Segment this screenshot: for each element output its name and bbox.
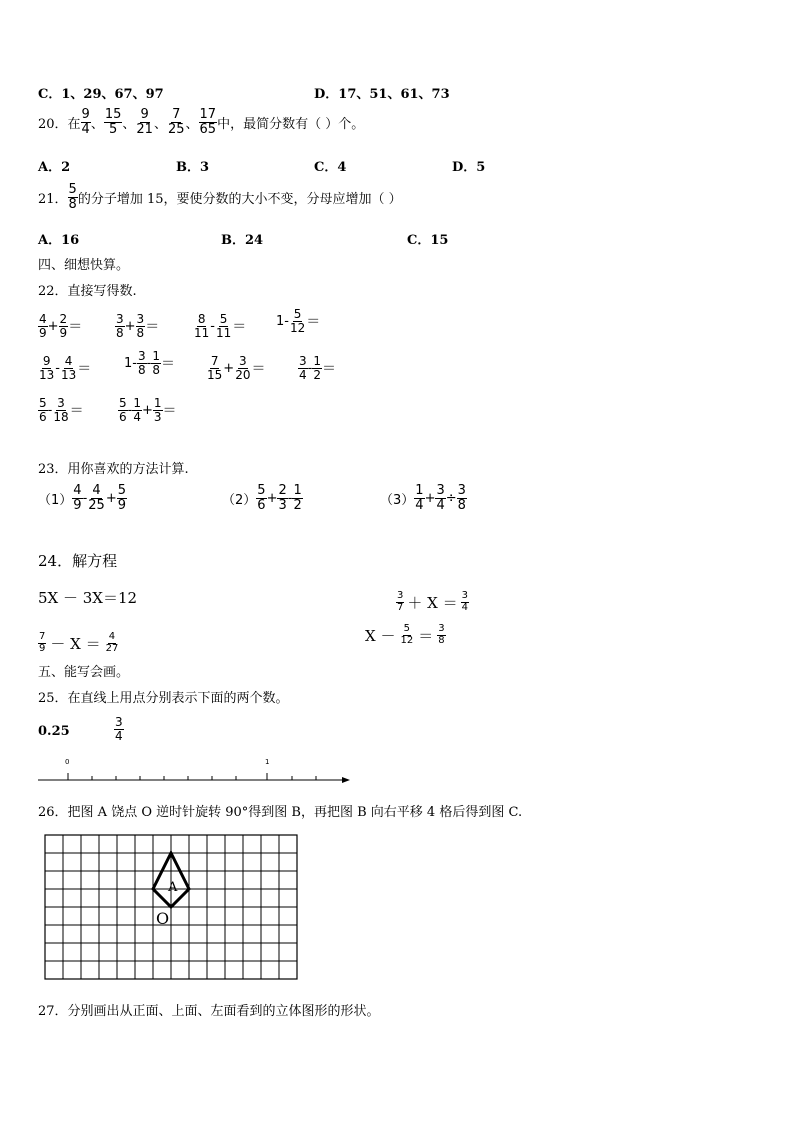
q20-option-a: A．2 <box>38 160 71 175</box>
fraction: $\frac{9}{4}$ <box>81 107 90 137</box>
q21-option-c: C．15 <box>407 233 449 248</box>
section-5-heading: 五、能写会画。 <box>38 665 130 680</box>
q26-title: 26．把图 A 饶点 O 逆时针旋转 90°得到图 B，再把图 B 向右平移 4 格后得到图 C. <box>38 805 523 820</box>
point-o-label: O <box>156 909 170 928</box>
q25-number-1: 0.25 <box>38 724 70 739</box>
q22-item: $\frac{9}{13}$ - $\frac{4}{13}$ ＝ <box>39 354 92 382</box>
q24-equation-3: $\frac{7}{9}$ － X ＝ $\frac{4}{27}$ <box>39 631 119 654</box>
q20-prefix: 20．在 <box>38 116 81 132</box>
q23-item-2: （2） $\frac{5}{6}$ + $\frac{2}{3}$ - $\frac{1}{2}$ <box>222 483 302 513</box>
q24-equation-2: $\frac{3}{7}$ ＋ X ＝ $\frac{3}{4}$ <box>397 590 468 613</box>
q24-equation-4: X － $\frac{5}{12}$ ＝ $\frac{3}{8}$ <box>365 623 445 646</box>
q20-option-d: D．5 <box>452 160 486 175</box>
q22-item: $\frac{3}{4}$ - $\frac{1}{2}$ ＝ <box>299 354 336 382</box>
q25-title: 25．在直线上用点分别表示下面的两个数。 <box>38 691 289 706</box>
fraction: $\frac{15}{5}$ <box>104 107 122 137</box>
q22-item: 1 - $\frac{5}{12}$ ＝ <box>276 307 321 335</box>
fraction: $\frac{7}{25}$ <box>167 107 185 137</box>
shape-a-label: A <box>168 880 178 895</box>
fraction: $\frac{17}{65}$ <box>199 107 217 137</box>
fraction: $\frac{9}{21}$ <box>136 107 153 137</box>
q23-item-3: （3） $\frac{1}{4}$ + $\frac{3}{4}$ ÷ $\frac{3}{8}$ <box>380 483 466 513</box>
q24-title: 24．解方程 <box>38 552 118 570</box>
q20-option-c: C．4 <box>314 160 347 175</box>
q22-item: $\frac{8}{11}$ - $\frac{5}{11}$ ＝ <box>194 312 247 340</box>
tick-label-0: 0 <box>65 758 70 766</box>
q19-option-c: C．1、29、67、97 <box>38 87 164 102</box>
q22-item: $\frac{3}{8}$ + $\frac{3}{8}$ ＝ <box>116 312 160 340</box>
tick-label-1: 1 <box>265 758 270 766</box>
q22-item: $\frac{5}{6}$ - $\frac{3}{18}$ ＝ <box>39 396 84 424</box>
number-line <box>36 756 352 786</box>
q20-option-b: B．3 <box>176 160 210 175</box>
q21-option-a: A．16 <box>38 233 80 248</box>
fraction: $\frac{5}{8}$ <box>68 182 77 212</box>
q22-item: 1 - $\frac{3}{8}$ - $\frac{1}{8}$ ＝ <box>124 349 175 377</box>
q22-item: $\frac{7}{15}$ + $\frac{3}{20}$ ＝ <box>207 354 266 382</box>
q19-option-d: D．17、51、61、73 <box>314 87 450 102</box>
q27-title: 27．分别画出从正面、上面、左面看到的立体图形的形状。 <box>38 1004 380 1019</box>
q22-item: $\frac{5}{6}$ - $\frac{1}{4}$ + $\frac{1}{3}$ ＝ <box>119 396 177 424</box>
q22-title: 22．直接写得数. <box>38 284 137 299</box>
q21-question: 21． $\frac{5}{8}$ 的分子增加 15，要使分数的大小不变，分母应增加（ ） <box>38 182 402 212</box>
section-4-heading: 四、细想快算。 <box>38 258 130 273</box>
q20-question: 20．在 $\frac{9}{4}$ 、 $\frac{15}{5}$ 、 $\frac{9}{21}$ 、 $\frac{7}{25}$ 、 $\frac{17}{65}$ 中，最简分数有（ ）个。 <box>38 107 365 137</box>
grid-figure <box>44 834 300 984</box>
q25-number-2: $\frac{3}{4}$ <box>115 715 123 743</box>
q23-item-1: （1） $\frac{4}{9}$ - $\frac{4}{25}$ + $\frac{5}{9}$ <box>38 483 126 513</box>
q22-item: $\frac{4}{9}$ + $\frac{2}{9}$ ＝ <box>39 312 83 340</box>
q24-equation-1: 5X － 3X＝12 <box>38 589 138 607</box>
q23-title: 23．用你喜欢的方法计算. <box>38 462 189 477</box>
q20-suffix: 中，最简分数有（ ）个。 <box>217 116 365 132</box>
q21-option-b: B．24 <box>221 233 264 248</box>
